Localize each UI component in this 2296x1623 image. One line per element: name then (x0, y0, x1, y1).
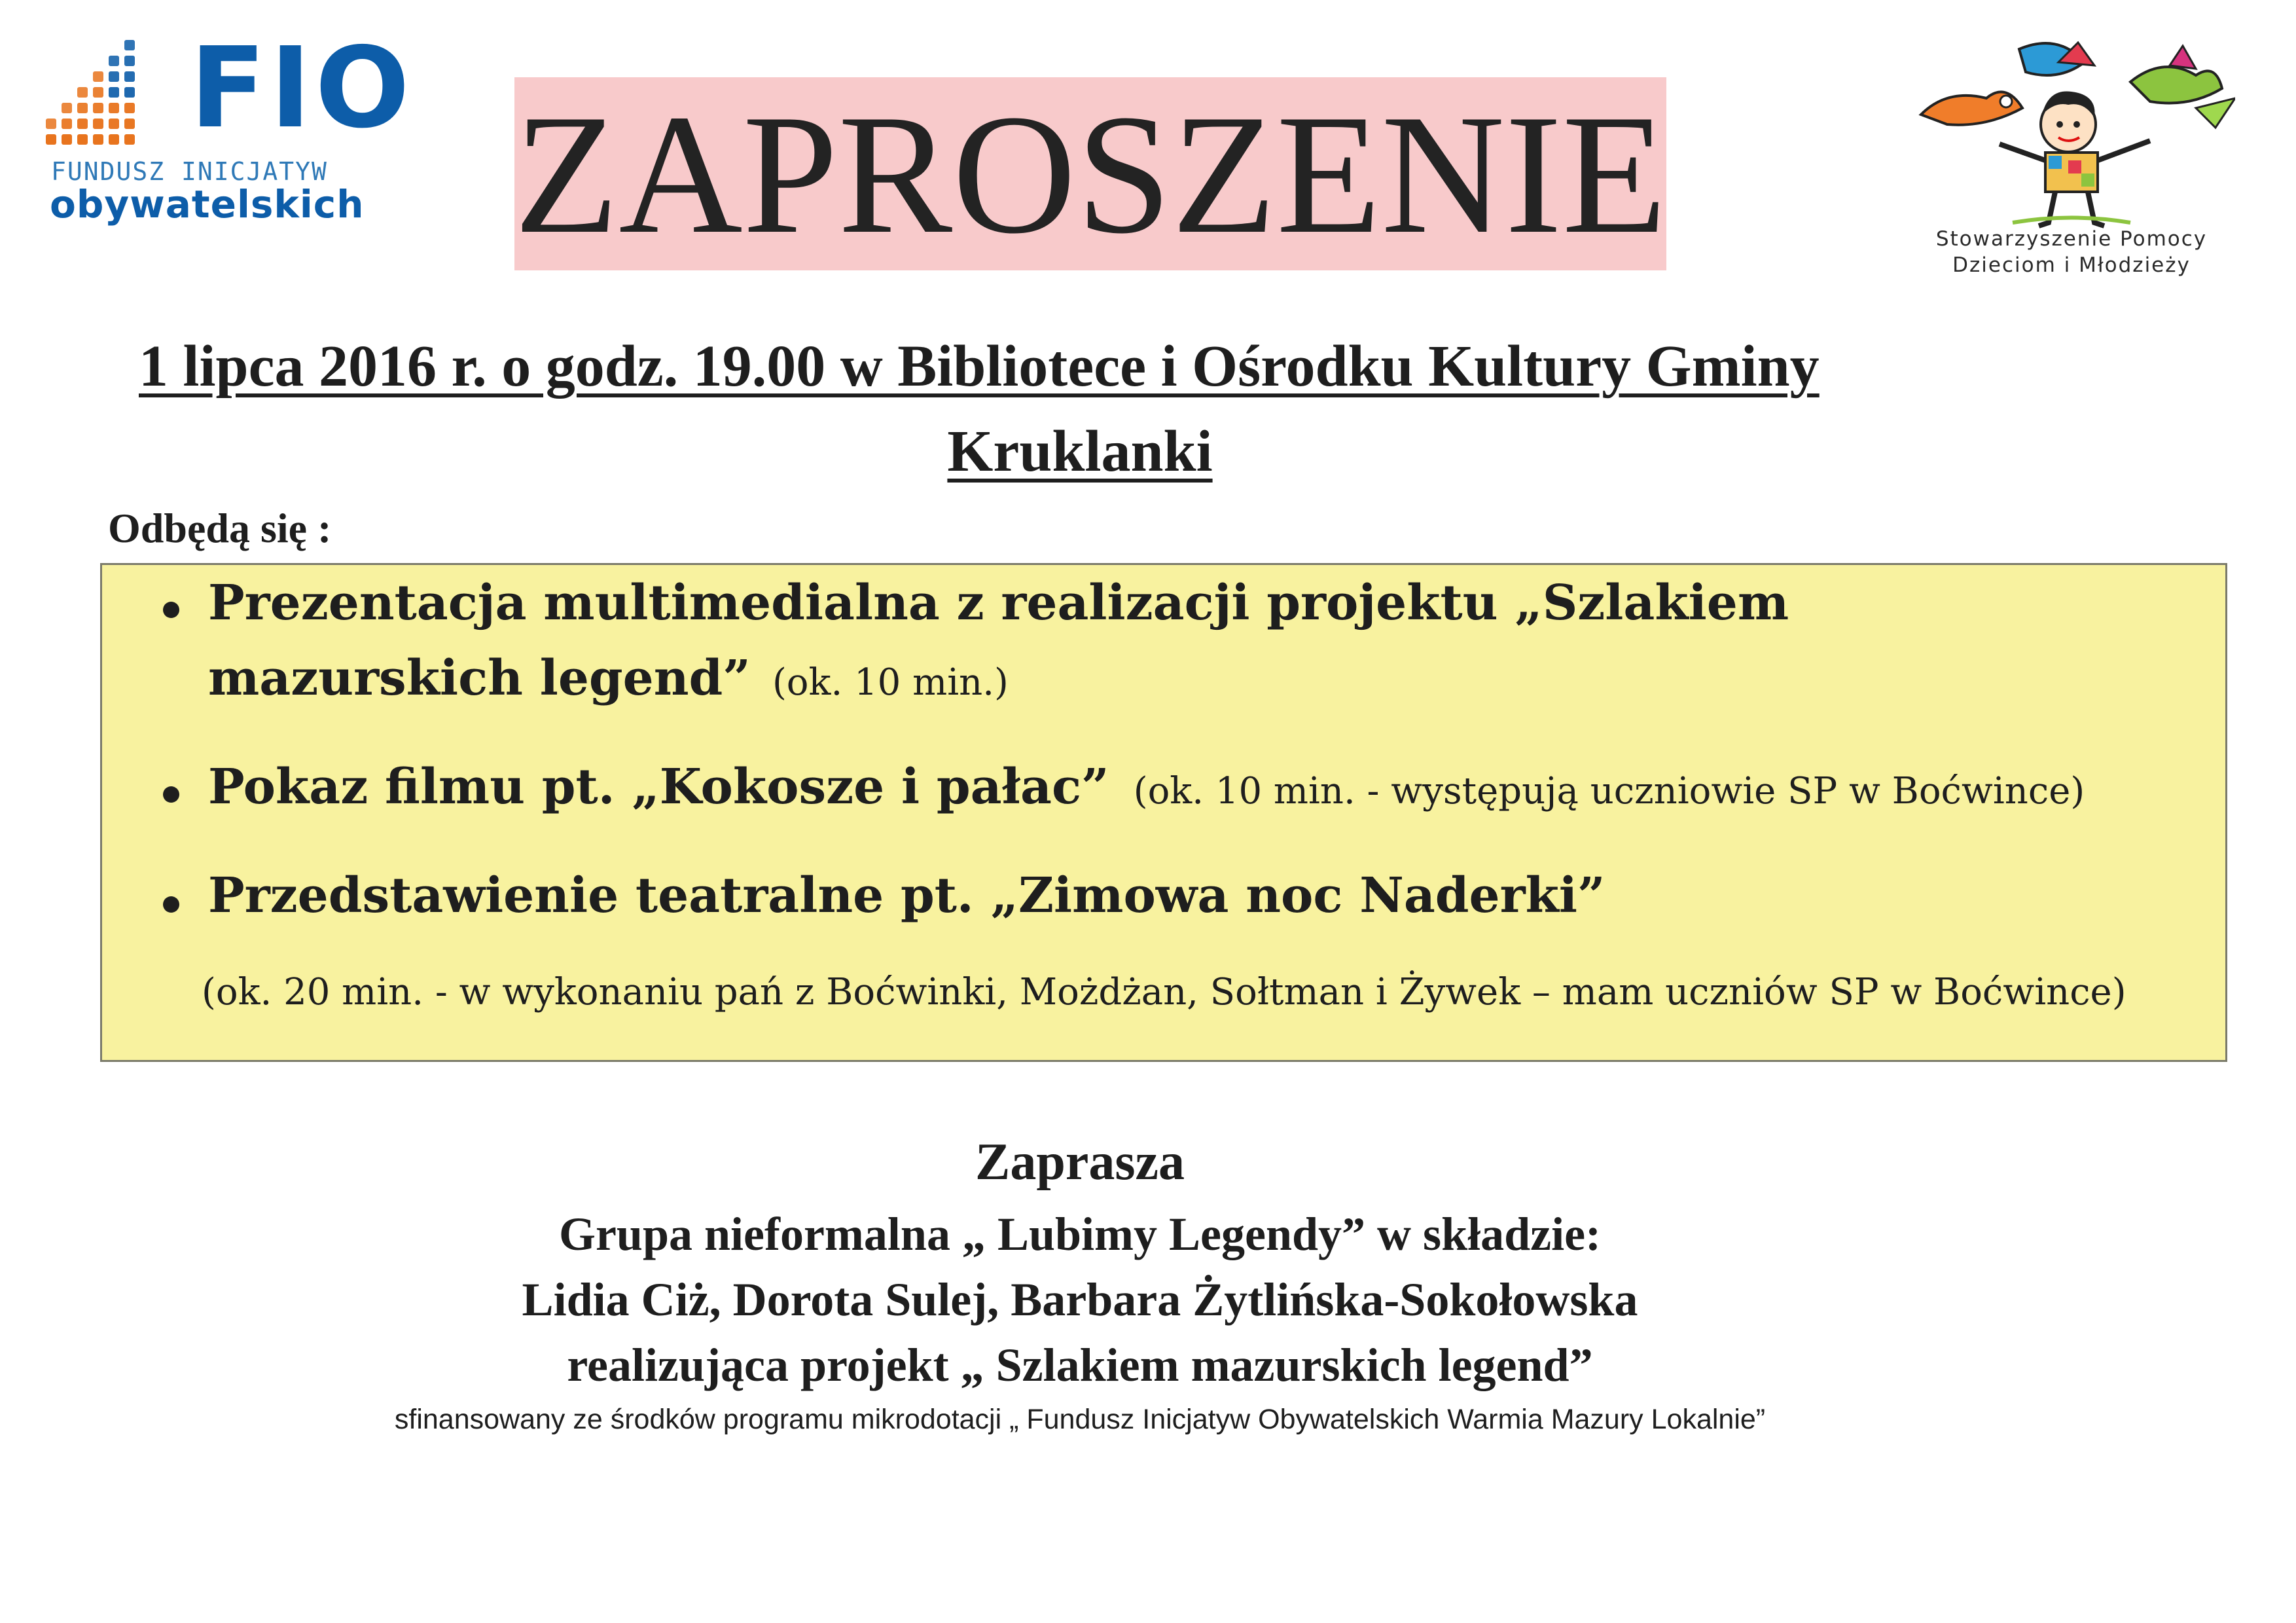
event-1-note: (ok. 10 min.) (772, 661, 1009, 704)
event-2-title: Pokaz filmu pt. „Kokosze i pałac” (208, 759, 1109, 815)
bullet-icon (163, 786, 179, 803)
event-1-title-part1: Prezentacja multimedialna z realizacji projektu „Szlakiem (208, 575, 1789, 631)
fio-dot (93, 87, 103, 98)
event-place-line: Kruklanki (947, 419, 1213, 484)
fio-dot (109, 56, 119, 66)
fio-dot (124, 87, 135, 98)
fio-dot (109, 119, 119, 129)
children-drawing-icon (1908, 36, 2235, 232)
fio-dot (124, 103, 135, 113)
bullet-icon (163, 896, 179, 913)
organizer-members: Lidia Ciż, Dorota Sulej, Barbara Żytlińska-Sokołowska (522, 1273, 1638, 1326)
event-item-3-note-line (202, 971, 2126, 1013)
funding-note: sfinansowany ze środków programu mikrodotacji „ Fundusz Inicjatyw Obywatelskich Warmia Mazury Lokalnie” (394, 1404, 1766, 1435)
fio-dot (124, 134, 135, 145)
event-3-note: (ok. 20 min. - w wykonaniu pań z Boćwinki, Możdżan, Sołtman i Żywek – mam uczniów SP w Boćwince) (202, 971, 2126, 1013)
event-item-2 (208, 759, 2085, 815)
organizer-project: realizująca projekt „ Szlakiem mazurskich legend” (567, 1339, 1593, 1391)
event-2-note: (ok. 10 min. - występują uczniowie SP w Boćwince) (1133, 770, 2085, 812)
fio-dot (77, 87, 88, 98)
events-box (100, 563, 2227, 1062)
fio-dot (109, 71, 119, 82)
fio-dot (46, 134, 56, 145)
organizer-heading: Zaprasza (975, 1133, 1185, 1191)
fio-logo-line1: FUNDUSZ INICJATYW (51, 157, 328, 186)
event-date-line: 1 lipca 2016 r. o godz. 19.00 w Bibliotece i Ośrodku Kultury Gminy (139, 334, 1820, 399)
event-item-1-line1 (208, 575, 1789, 631)
fio-dot (109, 103, 119, 113)
association-name-line2: Dzieciom i Młodzieży (1952, 253, 2191, 277)
fio-dot (77, 119, 88, 129)
fio-dot (93, 71, 103, 82)
fio-dot (77, 134, 88, 145)
fio-wordmark: FIO (190, 24, 414, 153)
organizer-group: Grupa nieformalna „ Lubimy Legendy” w składzie: (558, 1208, 1602, 1260)
association-name-line1: Stowarzyszenie Pomocy (1935, 227, 2208, 251)
fio-dot (93, 119, 103, 129)
fio-dots-graphic (46, 43, 151, 147)
fio-dot (109, 87, 119, 98)
event-item-3 (208, 867, 1605, 924)
event-item-1-line2 (208, 650, 1009, 706)
fio-dot (124, 71, 135, 82)
fio-dot (77, 103, 88, 113)
fio-logo (46, 24, 414, 229)
fio-dot (62, 103, 72, 113)
fio-dot (124, 119, 135, 129)
fio-dot (62, 134, 72, 145)
events-intro: Odbędą się : (108, 505, 332, 551)
fio-logo-line2: obywatelskich (50, 182, 365, 227)
event-1-title-part2: mazurskich legend” (208, 650, 751, 706)
fio-dot (124, 40, 135, 50)
fio-dot (62, 119, 72, 129)
page-title: ZAPROSZENIE (514, 79, 1667, 269)
event-3-title: Przedstawienie teatralne pt. „Zimowa noc Naderki” (208, 867, 1605, 924)
association-logo (1882, 29, 2261, 295)
fio-dot (124, 56, 135, 66)
fio-dot (93, 134, 103, 145)
fio-dot (109, 134, 119, 145)
title-banner (514, 77, 1666, 270)
fio-dot (93, 103, 103, 113)
fio-dot (46, 119, 56, 129)
bullet-icon (163, 602, 179, 618)
